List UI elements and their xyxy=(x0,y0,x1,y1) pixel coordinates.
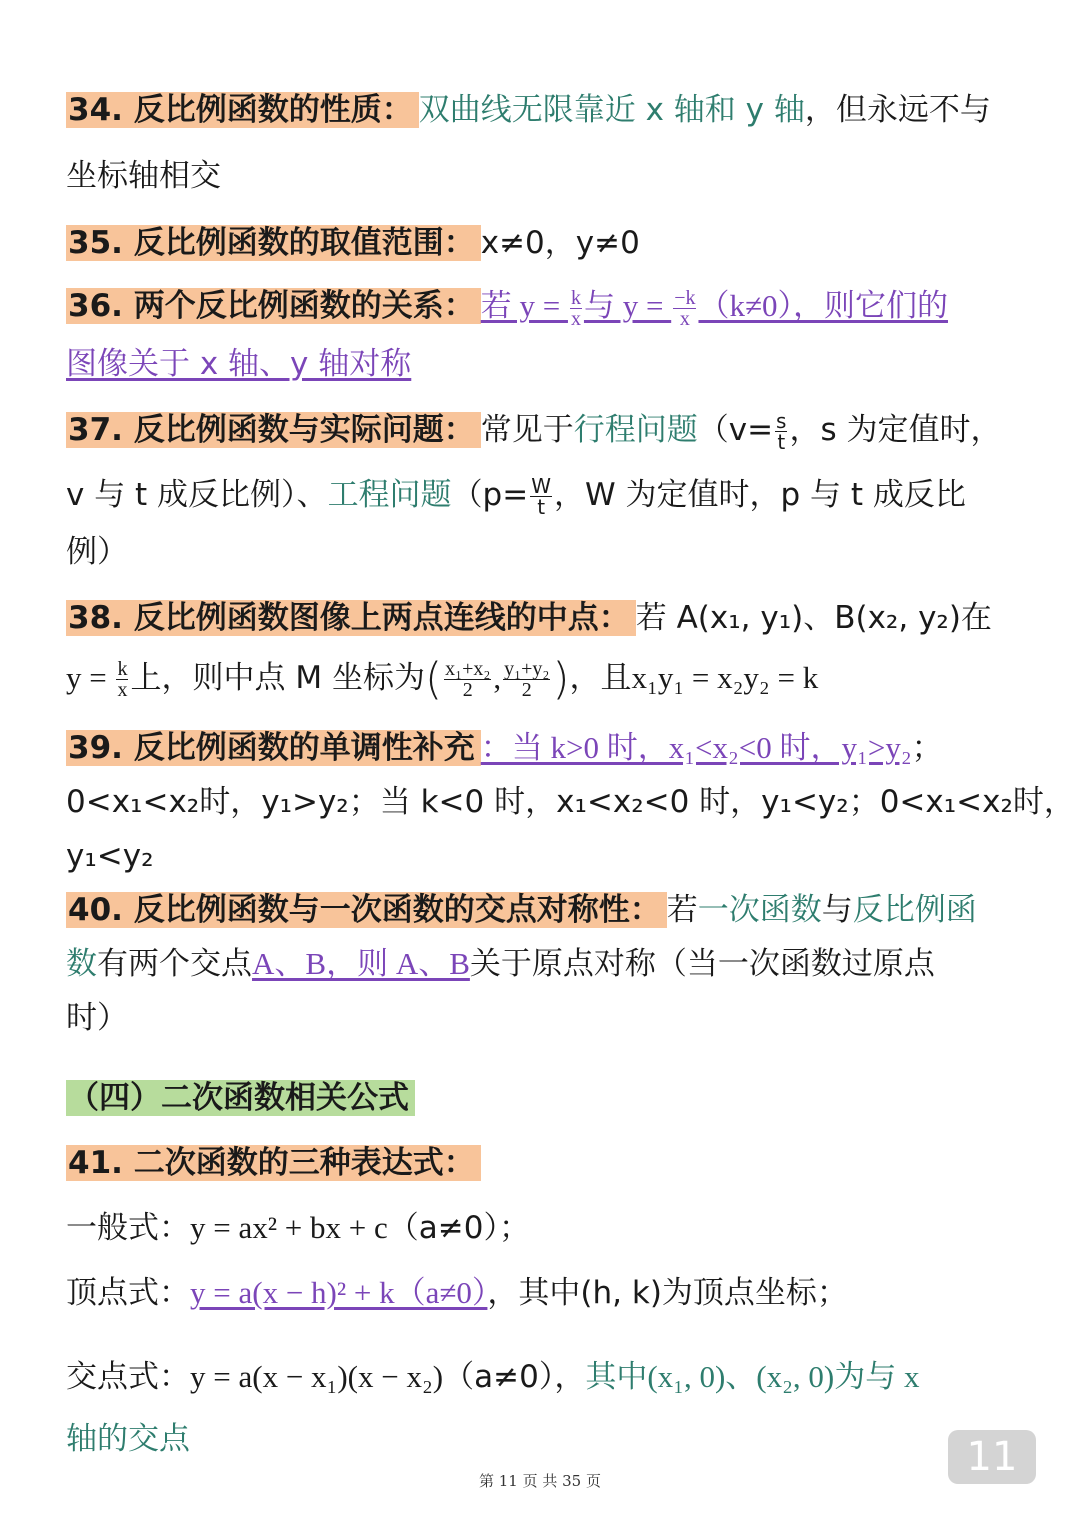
item-40-inverse-end: 数 xyxy=(66,946,97,982)
intercept-label: 交点式： xyxy=(66,1359,190,1395)
item-39-semicolon: ； xyxy=(911,730,943,766)
intercept-tail: 其中(x₁, 0)、(x₂, 0)为与 x xyxy=(585,1359,920,1394)
fraction-negk-over-x: $\frac{-k}{x}$ xyxy=(674,287,696,331)
intercept-tail-line2: 轴的交点 xyxy=(66,1421,190,1457)
item-38-text: 若 A(x₁, y₁)、B(x₂, y₂)在 xyxy=(635,600,992,636)
page-number-badge: 11 xyxy=(948,1430,1036,1484)
general-formula: y = ax² + bx + c xyxy=(190,1210,388,1245)
item-37-travel: 行程问题 xyxy=(573,412,698,448)
intercept-form xyxy=(66,1355,920,1399)
item-38-text3: ，且 xyxy=(569,660,632,696)
right-paren: ) xyxy=(552,653,570,705)
item-40-and: 与 xyxy=(821,892,853,928)
fraction-s-over-t: $\frac{s}{t}$ xyxy=(776,409,787,454)
item-35 xyxy=(66,221,640,265)
item-34-title: 34. 反比例函数的性质： xyxy=(66,92,419,128)
item-39 xyxy=(66,726,943,770)
item-41-title: 41. 二次函数的三种表达式： xyxy=(66,1145,481,1181)
item-37-text3: v 与 t 成反比例）、 xyxy=(66,477,328,513)
item-40-title: 40. 反比例函数与一次函数的交点对称性： xyxy=(66,892,667,928)
general-form xyxy=(66,1206,530,1250)
item-37-formula: （v= xyxy=(697,412,774,448)
item-36-mid: 与 y = xyxy=(583,288,672,323)
fraction-mid-x: $\frac{\text{x₁+x₂}}{2}$ xyxy=(445,658,491,701)
section-title: （四）二次函数相关公式 xyxy=(66,1080,415,1116)
item-39-title: 39. 反比例函数的单调性补充 xyxy=(66,730,481,766)
page-footer: 第 11 页 共 35 页 xyxy=(478,1472,601,1490)
item-40-text: 若 xyxy=(666,892,698,928)
item-37-line3: 例） xyxy=(66,534,128,570)
item-36-pre: 若 y = xyxy=(480,288,568,323)
item-40-line3: 时） xyxy=(66,1000,128,1036)
item-37-text4: ，W 为定值时，p 与 t 成反比 xyxy=(554,477,966,513)
item-40-points: A、B，则 A、B xyxy=(252,946,470,981)
item-37-line2 xyxy=(66,473,966,517)
vertex-tail: ，其中(h, k)为顶点坐标； xyxy=(487,1275,848,1311)
item-35-desc: x≠0，y≠0 xyxy=(480,225,640,261)
intercept-condition: （a≠0）， xyxy=(443,1359,586,1395)
item-36-tail: （k≠0），则它们的 xyxy=(698,288,948,323)
item-38-product: x₁y₁ = x₂y₂ = k xyxy=(631,660,819,695)
fraction-w-over-t: $\frac{W}{t}$ xyxy=(531,474,551,519)
left-paren: ( xyxy=(424,653,443,705)
item-40-text3: 关于原点对称（当一次函数过原点 xyxy=(469,946,935,982)
item-34 xyxy=(66,88,991,132)
item-37 xyxy=(66,408,1001,452)
item-38-line2 xyxy=(66,653,819,705)
item-40-linear: 一次函数 xyxy=(697,892,822,928)
fraction-k-over-x-38: $\frac{k}{x}$ xyxy=(117,658,128,701)
item-37-formula2: （p= xyxy=(451,477,529,513)
item-36-relation xyxy=(480,287,948,331)
fraction-mid-y: $\frac{\text{y₁+y₂}}{2}$ xyxy=(504,658,550,701)
item-40 xyxy=(66,888,977,932)
item-37-text2: ，s 为定值时， xyxy=(789,412,1002,448)
general-condition: （a≠0）； xyxy=(387,1210,530,1246)
section-heading xyxy=(66,1076,415,1120)
item-37-title: 37. 反比例函数与实际问题： xyxy=(66,412,481,448)
item-35-title: 35. 反比例函数的取值范围： xyxy=(66,225,481,261)
item-37-engineering: 工程问题 xyxy=(327,477,452,513)
item-36 xyxy=(66,284,948,329)
item-36-title: 36. 两个反比例函数的关系： xyxy=(66,288,481,324)
item-40-inverse: 反比例函 xyxy=(852,892,977,928)
item-38 xyxy=(66,596,992,640)
item-39-line3: y₁<y₂ xyxy=(66,838,154,874)
item-38-text2: 上，则中点 M 坐标为 xyxy=(130,660,425,696)
item-34-desc-tail: ，但永远不与 xyxy=(804,92,991,128)
vertex-label: 顶点式： xyxy=(66,1275,190,1311)
fraction-k-over-x: $\frac{k}{x}$ xyxy=(570,287,581,331)
item-40-text2: 有两个交点 xyxy=(97,946,252,982)
item-39-line2: 0<x₁<x₂时，y₁>y₂；当 k<0 时，x₁<x₂<0 时，y₁<y₂；0<x₁<x₂时， xyxy=(66,784,1075,820)
vertex-formula: y = a(x − h)² + k（a≠0） xyxy=(190,1275,488,1310)
item-39-condition: ：当 k>0 时，x₁<x₂<0 时，y₁>y₂ xyxy=(480,730,912,765)
item-37-text: 常见于 xyxy=(480,412,574,448)
comma: , xyxy=(493,660,502,695)
general-label: 一般式： xyxy=(66,1210,190,1246)
item-34-desc: 双曲线无限靠近 x 轴和 y 轴 xyxy=(418,92,805,128)
item-41 xyxy=(66,1141,481,1185)
item-36-line2: 图像关于 x 轴、y 轴对称 xyxy=(66,346,412,382)
item-34-line2: 坐标轴相交 xyxy=(66,158,221,194)
item-38-title: 38. 反比例函数图像上两点连线的中点： xyxy=(66,600,636,636)
vertex-form xyxy=(66,1271,848,1315)
item-38-y-eq: y = xyxy=(66,660,115,695)
intercept-formula: y = a(x − x₁)(x − x₂) xyxy=(190,1359,444,1394)
item-40-line2 xyxy=(66,942,935,986)
